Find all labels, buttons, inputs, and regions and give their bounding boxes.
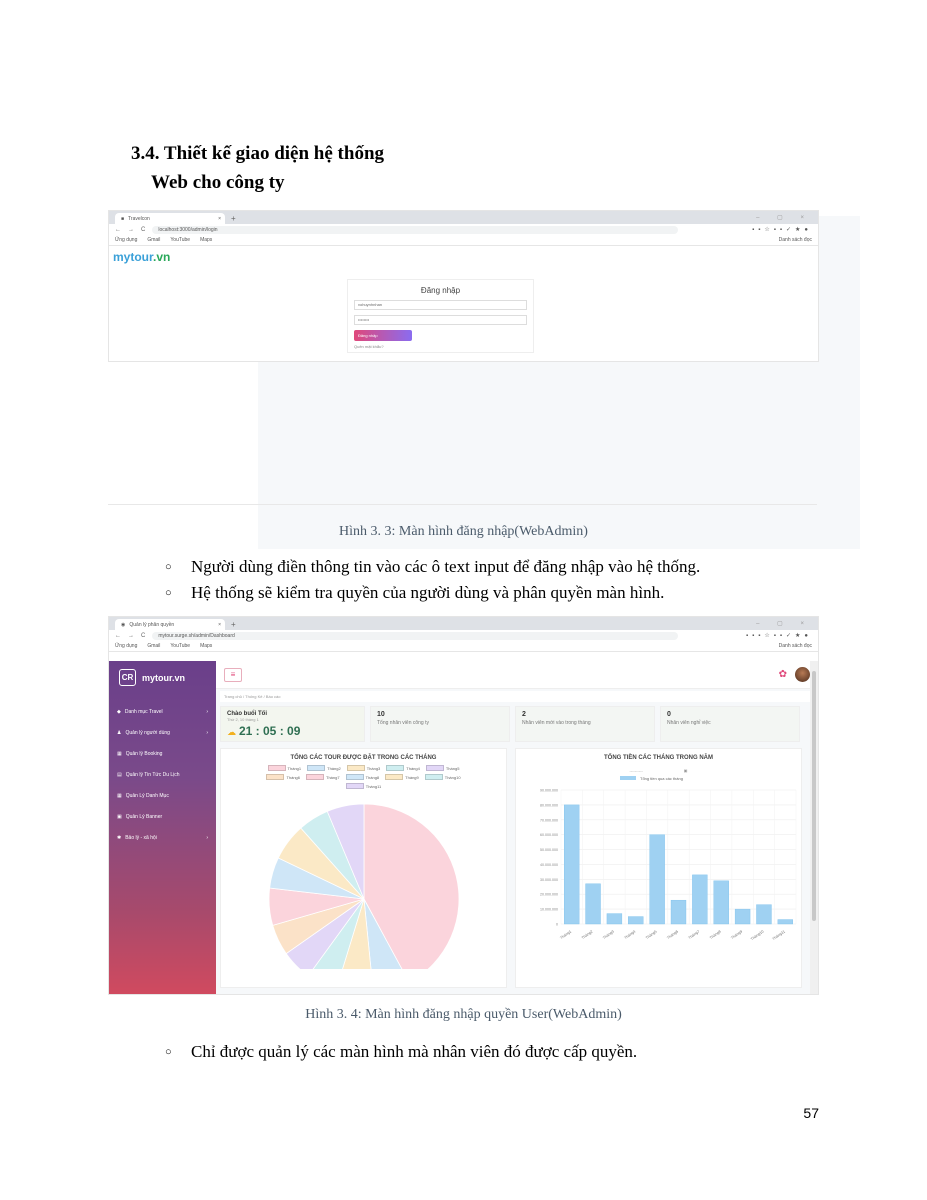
bar-y-tick-label: 60.000.000 (540, 833, 558, 838)
back-icon[interactable]: ← (115, 226, 121, 233)
bookmark-gmail[interactable]: Gmail (147, 237, 161, 243)
legend-label: Tháng3 (366, 765, 381, 771)
brand-logo[interactable] (109, 246, 818, 264)
bar-x-tick-label: Tháng10 (749, 929, 765, 942)
sidebar-item-categories[interactable] (109, 785, 216, 806)
new-tab-icon[interactable]: + (231, 214, 236, 223)
legend-label: Tháng9 (405, 774, 419, 780)
back-icon[interactable]: ← (115, 632, 121, 639)
section-subheading (151, 172, 285, 194)
bar-y-tick-label: 50.000.000 (540, 848, 558, 853)
legend-swatch (266, 774, 284, 780)
bar-chart-title: TỔNG TIỀN CÁC THÁNG TRONG NĂM (604, 755, 713, 761)
figure2-caption: Hình 3. 4: Màn hình đăng nhập quyền User(WebAdmin) (305, 1007, 622, 1022)
logo-brand: mytour (113, 250, 154, 264)
weather-icon: ☁ (227, 727, 236, 737)
sidebar-item-banner[interactable] (109, 806, 216, 827)
bar-y-tick-label: 40.000.000 (540, 862, 558, 867)
stat-label: Nhân viên mới vào trong tháng (522, 720, 591, 726)
login-title: Đăng nhập (420, 286, 461, 295)
legend-label: Tháng6 (286, 774, 301, 780)
bullet-item (165, 583, 664, 603)
diamond-icon: ◆ (117, 708, 121, 715)
bar-x-tick-label: Tháng9 (730, 929, 744, 941)
bar-y-tick-label: 80.000.000 (540, 803, 558, 808)
bar-chart-card (515, 748, 802, 988)
legend-swatch (347, 765, 365, 771)
sidebar-logo[interactable] (109, 661, 216, 686)
month-picker[interactable] (630, 766, 688, 774)
stat-value: 10 (377, 711, 385, 718)
stat-card-new (515, 706, 655, 742)
extension-icons[interactable]: ▪▪▪☆▪▪✓★● (745, 633, 812, 639)
sidebar-item-label: Bảo lý - xã hội (125, 834, 157, 841)
list-icon: ▦ (117, 792, 122, 799)
breadcrumb: Trang chủ / Thống Kê / Báo cáo (220, 691, 814, 702)
pie-legend (221, 761, 506, 789)
bookmark-apps[interactable]: Ứng dụng (115, 237, 138, 243)
users-icon: ♟ (117, 729, 122, 736)
forgot-password-link[interactable]: Quên mật khẩu? (354, 344, 384, 349)
chevron-right-icon: › (206, 834, 208, 841)
username-field[interactable]: vohuynhnhan (354, 300, 527, 310)
legend-swatch (307, 765, 325, 771)
bar-y-tick-label: 90.000.000 (540, 788, 558, 793)
legend-label: Tháng2 (327, 765, 341, 771)
legend-swatch (346, 774, 364, 780)
reload-icon[interactable]: C (141, 632, 146, 639)
bar-legend-swatch (620, 776, 636, 780)
bar (714, 881, 729, 924)
url-field[interactable]: localhost:3000/admin/login (152, 226, 678, 234)
legend-swatch (426, 765, 444, 771)
bar-y-tick-label: 0 (556, 922, 558, 927)
chevron-right-icon: › (206, 729, 208, 736)
calendar-icon[interactable]: ▣ (683, 767, 688, 773)
subheading-text: Web cho công ty (151, 172, 285, 193)
bullet-text: Người dùng điền thông tin vào các ô text input để đăng nhập vào hệ thống. (191, 557, 701, 576)
bar (650, 835, 665, 924)
bar-x-tick-label: Tháng3 (602, 929, 615, 941)
reading-list[interactable]: Danh sách đọc (778, 643, 812, 649)
stat-label: Tổng nhân viên công ty (377, 720, 429, 726)
settings-icon: ✱ (117, 834, 122, 841)
sidebar-item-label: Quản lý Booking (125, 750, 163, 757)
bar-x-tick-label: Tháng7 (687, 929, 701, 941)
sidebar (109, 661, 216, 994)
section-heading: 3.4. Thiết kế giao diện hệ thống (131, 143, 385, 164)
sidebar-item-label: Quản lý người dùng (125, 729, 170, 736)
greeting-date: Thứ 2, 10 tháng 1 (227, 717, 259, 722)
page-number: 57 (803, 1105, 819, 1121)
sidebar-item-booking[interactable] (109, 743, 216, 764)
sidebar-item-label: Quản Lý Banner (125, 813, 163, 820)
stat-value: 0 (667, 711, 671, 718)
bullet-circle-icon: ○ (165, 1046, 172, 1058)
bar-x-tick-label: Tháng6 (666, 929, 680, 941)
pie-legend-item[interactable] (307, 765, 341, 771)
window-controls[interactable]: – ▢ × (756, 621, 812, 627)
sidebar-item-travel[interactable] (109, 701, 216, 722)
legend-label: Tháng5 (445, 765, 460, 771)
bullet-text: Chỉ được quản lý các màn hình mà nhân viên đó được cấp quyền. (191, 1042, 638, 1061)
bullet-circle-icon: ○ (165, 587, 172, 599)
image-icon: ▣ (117, 813, 122, 820)
chevron-right-icon: › (206, 708, 208, 715)
bar-y-tick-label: 70.000.000 (540, 818, 558, 823)
bullet-circle-icon: ○ (165, 561, 172, 573)
pie-legend-item[interactable] (385, 774, 419, 780)
stat-value: 2 (522, 711, 526, 718)
bar-x-tick-label: Tháng2 (580, 929, 594, 941)
bar-x-tick-label: Tháng4 (623, 929, 637, 941)
new-tab-icon[interactable]: + (231, 620, 236, 629)
sidebar-item-social[interactable] (109, 827, 216, 848)
bookmark-maps[interactable]: Maps (200, 643, 213, 649)
bar (607, 914, 622, 924)
login-button[interactable]: Đăng nhập (354, 330, 412, 341)
pie-legend-item[interactable] (347, 765, 381, 771)
bar (756, 905, 771, 924)
sidebar-item-label: Quản Lý Danh Mục (125, 792, 169, 799)
browser-tab-strip (109, 211, 818, 224)
bar (692, 875, 707, 924)
legend-label: Tháng10 (444, 774, 461, 780)
legend-label: Tháng1 (287, 765, 302, 771)
bar-y-tick-label: 10.000.000 (540, 907, 558, 912)
greeting-title: Chào buổi Tối (227, 711, 267, 717)
stat-card-left (660, 706, 800, 742)
pie-legend-item[interactable] (306, 774, 340, 780)
bookmark-gmail[interactable]: Gmail (147, 643, 161, 649)
dashboard-topbar (216, 661, 818, 689)
bullet-text: Hệ thống sẽ kiểm tra quyền của người dùng và phân quyền màn hình. (191, 583, 665, 602)
logo-tld: .vn (153, 250, 171, 264)
reading-list[interactable]: Danh sách đọc (778, 237, 812, 243)
legend-label: Tháng11 (365, 783, 382, 789)
clock-time: 21 : 05 : 09 (239, 724, 301, 738)
tab-close-icon[interactable]: × (218, 621, 221, 628)
reload-icon[interactable]: C (141, 226, 146, 233)
pie-chart-title: TỔNG CÁC TOUR ĐƯỢC ĐẶT TRONG CÁC THÁNG (290, 755, 437, 761)
legend-label: Tháng4 (406, 765, 420, 771)
bookmark-maps[interactable]: Maps (200, 237, 213, 243)
greeting-card (220, 706, 365, 742)
bar (778, 920, 793, 924)
notification-icon[interactable]: ✿ (778, 669, 787, 680)
bar (628, 917, 643, 924)
browser-tab[interactable] (115, 619, 225, 630)
tab-favicon-icon: ■ (121, 215, 125, 222)
legend-swatch (385, 774, 403, 780)
legend-swatch (386, 765, 404, 771)
menu-toggle-icon[interactable]: ≡ (224, 668, 242, 682)
tab-title: Travelcon (128, 215, 150, 222)
page-scrollbar[interactable] (810, 661, 818, 994)
dashboard-screenshot (108, 616, 819, 995)
browser-address-bar (109, 630, 818, 641)
legend-swatch (268, 765, 286, 771)
url-field[interactable]: mytour.surge.sh/admin/Dashboard (152, 632, 678, 640)
bar (564, 805, 579, 924)
tab-title: Quản lý phân quyền (129, 621, 175, 628)
bar-x-tick-label: Tháng5 (644, 929, 658, 941)
legend-swatch (306, 774, 324, 780)
dashboard-main (216, 661, 818, 994)
legend-swatch (425, 774, 443, 780)
window-controls[interactable]: – ▢ × (756, 215, 812, 221)
sidebar-item-label: Quản lý Tin Tức Du Lịch (125, 771, 180, 778)
pie-legend-item[interactable] (268, 765, 302, 771)
figure-divider (108, 504, 817, 505)
tab-favicon-icon: ◉ (121, 621, 126, 628)
tab-close-icon[interactable]: × (218, 215, 221, 222)
stat-label: Nhân viên nghỉ việc (667, 720, 711, 726)
legend-label: Tháng7 (326, 774, 340, 780)
bar-y-tick-label: 30.000.000 (540, 877, 558, 882)
scrollbar-thumb[interactable] (812, 671, 816, 921)
bar (586, 884, 601, 924)
bar-legend-label: Tổng tiền qua các tháng (640, 776, 683, 781)
pie-legend-item[interactable] (266, 774, 300, 780)
bookmark-apps[interactable]: Ứng dụng (115, 643, 138, 649)
browser-address-bar (109, 224, 818, 235)
bar-x-tick-label: Tháng11 (771, 929, 786, 942)
bar-x-tick-label: Tháng1 (559, 929, 573, 941)
logo-badge-icon: CR (119, 669, 136, 686)
sidebar-item-news[interactable] (109, 764, 216, 785)
forward-icon[interactable]: → (128, 226, 134, 233)
month-picker-value: ---------- (629, 767, 643, 773)
figure1-caption: Hình 3. 3: Màn hình đăng nhập(WebAdmin) (339, 524, 588, 539)
forward-icon[interactable]: → (128, 632, 134, 639)
login-screenshot (108, 210, 819, 362)
bar-chart (516, 774, 803, 974)
bar-x-tick-label: Tháng8 (708, 929, 722, 941)
password-field[interactable]: •••••••• (354, 315, 527, 325)
pie-legend-item[interactable] (386, 765, 420, 771)
stat-card-total (370, 706, 510, 742)
bar (671, 900, 686, 924)
bookmark-youtube[interactable]: YouTube (170, 237, 191, 243)
bookmarks-bar (109, 641, 818, 652)
pie-legend-item[interactable] (346, 774, 380, 780)
table-icon: ▦ (117, 750, 122, 757)
avatar[interactable] (795, 667, 810, 682)
legend-label: Tháng8 (365, 774, 380, 780)
pie-legend-item[interactable] (426, 765, 460, 771)
sidebar-item-label: Danh mục Travel (124, 708, 163, 715)
bookmark-youtube[interactable]: YouTube (170, 643, 191, 649)
login-card (347, 279, 534, 353)
pie-chart (221, 789, 508, 969)
sidebar-item-users[interactable] (109, 722, 216, 743)
bar-y-tick-label: 20.000.000 (540, 892, 558, 897)
charts-row (216, 744, 818, 992)
bar (735, 909, 750, 924)
clock (227, 724, 358, 738)
browser-tab-strip (109, 617, 818, 630)
browser-tab[interactable] (115, 213, 225, 224)
pie-legend-item[interactable] (425, 774, 461, 780)
bullet-item (165, 1042, 637, 1062)
sidebar-logo-text: mytour.vn (142, 672, 186, 683)
news-icon: ▤ (117, 771, 122, 778)
stats-row (216, 704, 818, 744)
pie-chart-card (220, 748, 507, 988)
extension-icons[interactable]: ▪▪☆▪▪✓★● (752, 227, 812, 233)
bookmarks-bar (109, 235, 818, 246)
bullet-item (165, 557, 700, 577)
